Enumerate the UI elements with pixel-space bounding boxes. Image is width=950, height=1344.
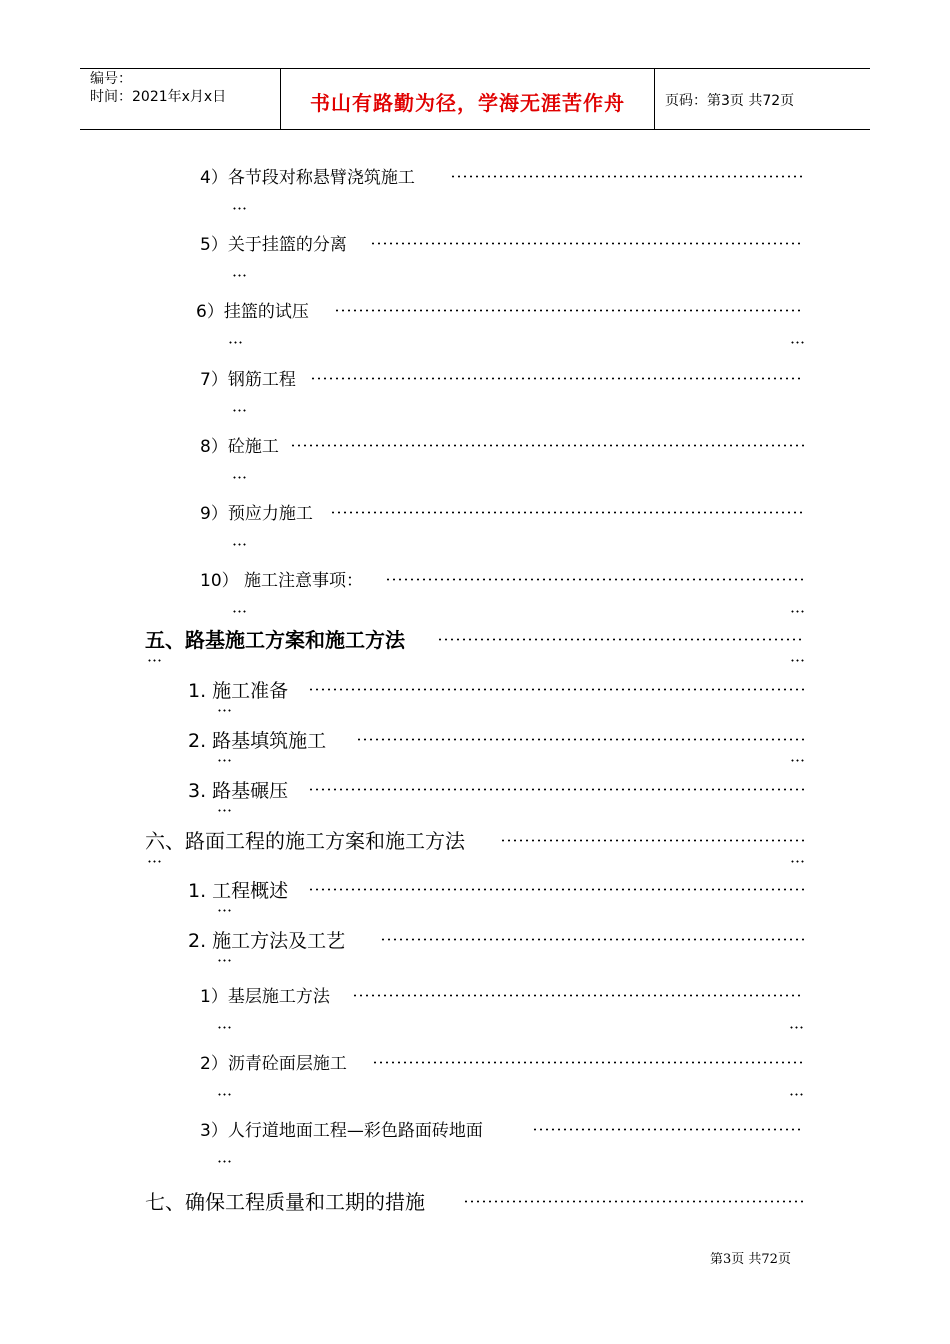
toc-entry-label: 6）挂篮的试压 [196, 297, 311, 322]
document-time-label: 时间：2021年x月x日 [90, 89, 227, 105]
toc-entry-label: 2. 路基填筑施工 [188, 726, 328, 753]
dot-leader [308, 788, 804, 791]
toc-entry-label: 1. 工程概述 [188, 876, 290, 903]
toc-entry-label: 七、确保工程质量和工期的措施 [145, 1186, 427, 1215]
toc-entry-label: 3）人行道地面工程—彩色路面砖地面 [200, 1116, 485, 1141]
header-motto: 书山有路勤为径，学海无涯苦作舟 [310, 91, 625, 115]
toc-entry[interactable] [200, 982, 804, 1032]
continuation-dots [147, 659, 161, 662]
toc-entry[interactable] [200, 566, 804, 616]
header-page-number: 页码：第3页 共72页 [665, 93, 795, 109]
toc-entry-label: 8）砼施工 [200, 432, 281, 457]
continuation-dots [232, 207, 246, 210]
dot-leader [352, 994, 804, 997]
toc-entry[interactable] [200, 1116, 804, 1166]
toc-entry[interactable] [188, 776, 804, 816]
toc-entry[interactable] [200, 1049, 804, 1099]
dot-leader [330, 511, 804, 514]
toc-entry[interactable] [196, 297, 804, 347]
continuation-dots [232, 409, 246, 412]
continuation-dots [217, 1093, 231, 1096]
toc-entry-label: 9）预应力施工 [200, 499, 315, 524]
toc-entry[interactable] [145, 825, 804, 869]
continuation-dots [232, 274, 246, 277]
toc-entry-label: 五、路基施工方案和施工方法 [145, 624, 407, 653]
toc-entry[interactable] [200, 230, 804, 280]
toc-entry[interactable] [200, 163, 804, 213]
toc-entry-label: 2. 施工方法及工艺 [188, 926, 347, 953]
dot-leader [385, 578, 804, 581]
dot-leader [308, 888, 804, 891]
continuation-dots [147, 860, 161, 863]
toc-entry[interactable] [200, 432, 804, 482]
toc-entry[interactable] [188, 926, 804, 966]
document-number-label: 编号： [90, 71, 132, 87]
dot-leader [334, 309, 804, 312]
continuation-dots [217, 959, 231, 962]
toc-entry-label: 7）钢筋工程 [200, 365, 298, 390]
toc-entry[interactable] [188, 876, 804, 916]
continuation-dots [217, 1026, 231, 1029]
toc-entry[interactable] [188, 726, 804, 766]
dot-leader [437, 638, 804, 641]
continuation-dots [217, 909, 231, 912]
continuation-dots [217, 759, 231, 762]
continuation-dots [217, 809, 231, 812]
continuation-dots [789, 1093, 803, 1096]
continuation-dots [232, 476, 246, 479]
toc-entry[interactable] [145, 1186, 804, 1216]
toc-entry[interactable] [145, 624, 804, 668]
toc-entry-label: 1. 施工准备 [188, 676, 290, 703]
dot-leader [463, 1200, 804, 1203]
dot-leader [500, 839, 804, 842]
dot-leader [450, 175, 804, 178]
toc-entry-label: 六、路面工程的施工方案和施工方法 [145, 825, 467, 854]
dot-leader [370, 242, 804, 245]
toc-entry-label: 10） 施工注意事项： [200, 566, 365, 591]
dot-leader [356, 738, 804, 741]
continuation-dots [790, 860, 804, 863]
page-footer-number: 第3页 共72页 [710, 1252, 791, 1267]
dot-leader [308, 688, 804, 691]
continuation-dots [790, 659, 804, 662]
dot-leader [532, 1128, 804, 1131]
toc-entry[interactable] [188, 676, 804, 716]
continuation-dots [232, 543, 246, 546]
continuation-dots [790, 610, 804, 613]
continuation-dots [228, 341, 242, 344]
toc-entry-label: 1）基层施工方法 [200, 982, 332, 1007]
toc-entry-label: 2）沥青砼面层施工 [200, 1049, 349, 1074]
dot-leader [372, 1061, 804, 1064]
toc-entry-label: 3. 路基碾压 [188, 776, 290, 803]
toc-entry[interactable] [200, 365, 804, 415]
continuation-dots [790, 759, 804, 762]
dot-leader [380, 938, 804, 941]
continuation-dots [789, 1026, 803, 1029]
toc-entry[interactable] [200, 499, 804, 549]
continuation-dots [217, 1160, 231, 1163]
dot-leader [290, 444, 804, 447]
toc-entry-label: 4）各节段对称悬臂浇筑施工 [200, 163, 417, 188]
continuation-dots [232, 610, 246, 613]
dot-leader [310, 377, 804, 380]
toc-entry-label: 5）关于挂篮的分离 [200, 230, 349, 255]
continuation-dots [790, 341, 804, 344]
continuation-dots [217, 709, 231, 712]
